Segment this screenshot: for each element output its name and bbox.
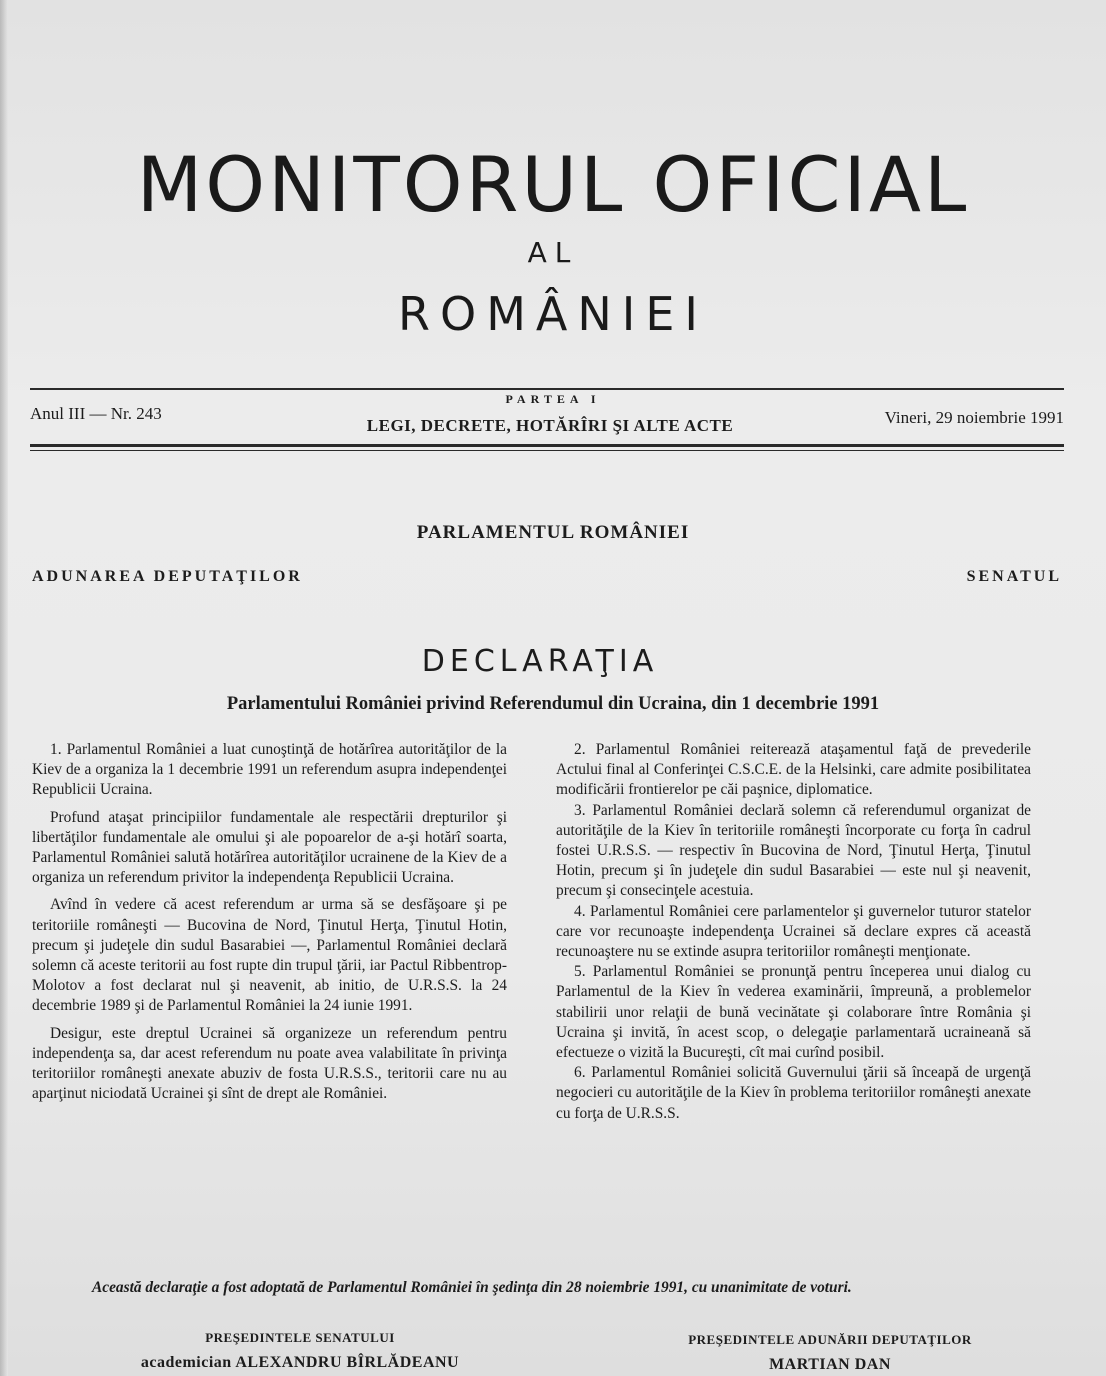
paragraph: 1. Parlamentul României a luat cunoştinţă de hotărîrea autorităţilor de la Kiev de a organiza la 1 decembrie 1991 un referendum asupra independenţei Republicii Ucraina. [32,741,507,799]
masthead-title: MONITORUL OFICIAL [136,140,970,229]
signature-role: PREŞEDINTELE ADUNĂRII DEPUTAŢILOR [688,1332,972,1347]
paragraph: Desigur, este dreptul Ucrainei să organizeze un referendum pentru independenţa sa, dar acest referendum nu poate avea valabilitate în privinţa teritoriilor româneşti anexate abuziv de fosta U.R.S.S., teritorii care nu au aparţinut niciodată Ucrainei şi sînt de drept ale României. [32,1024,507,1103]
section-label: LEGI, DECRETE, HOTĂRÎRI ŞI ALTE ACTE [366,416,734,435]
adoption-note: Această declaraţie a fost adoptată de Parlamentul României în şedinţa din 28 noiembrie 1991, cu unanimitate de voturi. [92,1279,852,1296]
paragraph: 4. Parlamentul României cere parlamentelor şi guvernelor tuturor statelor care vor recunoaşte independenţa Ucrainei să declare expres că această recunoaştere nu se extinde asupra teritoriilor româneşti menţionate. [556,902,1031,961]
issue-date: Vineri, 29 noiembrie 1991 [884,408,1064,427]
masthead-country: ROMÂNIEI [398,287,708,341]
chamber-senate: SENATUL [966,568,1062,585]
header-rule-bottom [30,444,1064,447]
paragraph: 5. Parlamentul României se pronunţă pentru începerea unui dialog cu Parlamentul de la Kiev în vederea examinării, împreună, a problemelor stabilirii unor relaţii de bună vecinătate şi colaborare între România şi Ucraina şi invită, în acest scop, o delegaţie parlamentară ucraineană să efectueze o vizită la Bucureşti, cît mai curînd posibil. [556,963,1031,1062]
paragraph: 3. Parlamentul României declară solemn că referendumul organizat de autorităţile de la Kiev în teritoriile româneşti încorporate cu forţa în cadrul fostei U.R.S.S. — respectiv în Bucovina de Nord, Ţinutul Herţa, Ţinutul Hotin, precum şi în judeţele din sudul Basarabiei — este nul şi neavenit, precum şi consecinţele acestuia. [556,801,1031,900]
signature-name: MARTIAN DAN [769,1356,891,1373]
chamber-deputies: ADUNAREA DEPUTAŢILOR [32,568,303,585]
masthead-al: AL [527,236,579,269]
parliament-heading: PARLAMENTUL ROMÂNIEI [416,522,690,543]
part-label: PARTEA I [505,392,601,406]
signature-senate [60,1330,540,1372]
signature-deputies [580,1332,1080,1374]
declaration-subtitle: Parlamentului României privind Referendumul din Ucraina, din 1 decembrie 1991 [226,694,880,714]
paragraph: Profund ataşat principiilor fundamentale ale respectării drepturilor şi libertăţilor fundamentale ale omului şi ale popoarelor de a-şi hotărî soarta, Parlamentul României salută hotărîrea autorităţilor ucrainene de la Kiev de a organiza un referendum privitor la independenţa Republicii Ucraina. [32,808,507,887]
declaration-title: DECLARAŢIA [421,644,659,679]
signature-name: academician ALEXANDRU BÎRLĂDEANU [140,1354,460,1371]
body-column-right [556,740,1031,1124]
issue-number: Anul III — Nr. 243 [30,404,162,423]
paragraph: Avînd în vedere că acest referendum ar urma să se desfăşoare şi pe teritoriile româneşti — Bucovina de Nord, Ţinutul Herţa, Ţinutul Hotin, precum şi judeţele din sudul Basarabiei —, Parlamentul României declară solemn că aceste teritorii au fost rupte din trupul ţării, iar Pactul Ribbentrop-Molotov a fost declarat nul şi neavenit, ab initio, de U.R.S.S. la 24 decembrie 1989 şi de Parlamentul României la 24 iunie 1991. [32,896,507,1015]
header-rule-top [30,388,1064,390]
body-column-left [32,740,507,1111]
signature-role: PREŞEDINTELE SENATULUI [205,1330,395,1345]
paragraph: 6. Parlamentul României solicită Guvernului ţării să înceapă de urgenţă negocieri cu autorităţile de la Kiev în problema teritoriilor româneşti anexate cu forţa de U.R.S.S. [556,1064,1031,1122]
header-rule-bottom-thin [30,450,1064,451]
paragraph: 2. Parlamentul României reiterează ataşamentul faţă de prevederile Actului final al Conferinţei C.S.C.E. de la Helsinki, care admite posibilitatea modificării frontierelor pe căi paşnice, diplomatice. [556,741,1031,799]
